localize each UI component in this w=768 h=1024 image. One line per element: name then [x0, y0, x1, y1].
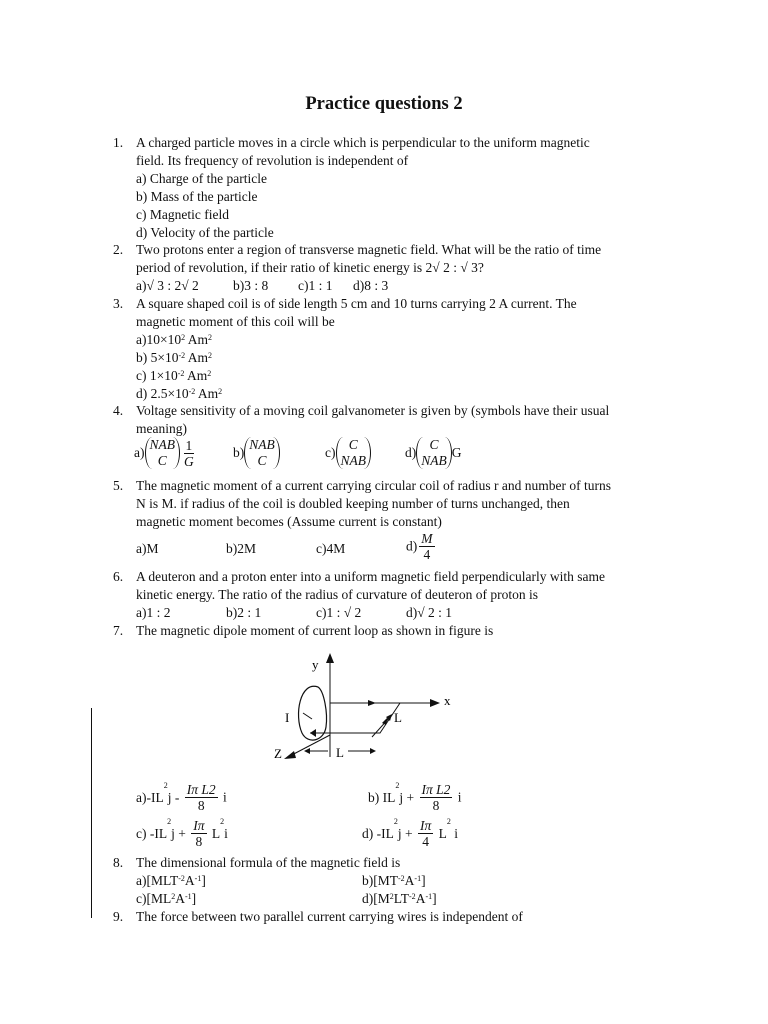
square-current-arrow-icon: [310, 729, 316, 737]
question-text: A deuteron and a proton enter into a uniform magnetic field perpendicularly with same: [136, 569, 605, 584]
option: a)√ 3 : 2√ 2: [136, 278, 199, 293]
question-number: 1.: [113, 135, 124, 150]
option: $c)[ML^2A^{-1}]$: [136, 891, 197, 906]
dimension-arrow-icon: [304, 748, 310, 754]
side-length-label: L: [394, 710, 402, 725]
question-number: 5.: [113, 478, 124, 493]
square-current-arrow-icon: [368, 700, 376, 706]
page-title: Practice questions 2: [305, 94, 463, 114]
square-loop: [310, 703, 400, 733]
current-loop-figure: [270, 645, 470, 770]
option: a)M: [136, 541, 159, 556]
option: d) $2.5\times 10^{-2}$ Am$^2$: [136, 386, 223, 401]
question-text: magnetic moment becomes (Assume current is constant): [136, 514, 442, 529]
option: $a)10\times 10^2$ Am$^2$: [136, 332, 212, 347]
question-text: Voltage sensitivity of a moving coil galvanometer is given by (symbols have their usual: [136, 403, 610, 418]
option: b) $5\times 10^{-2}$ Am$^2$: [136, 350, 213, 365]
question-number: 9.: [113, 909, 124, 924]
y-axis-label: y: [312, 657, 319, 672]
square-current-arrow-icon: [382, 717, 388, 725]
option: a) Charge of the particle: [136, 171, 267, 186]
question-text: N is M. if radius of the coil is doubled keeping number of turns unchanged, then: [136, 496, 570, 511]
question-text: The force between two parallel current carrying wires is independent of: [136, 909, 523, 924]
option: $a)-IL^2j$ - $\frac{\text{Iπ L2}}{8}$ i: [136, 780, 227, 813]
option: b)2M: [226, 541, 256, 556]
dimension-arrow-icon: [370, 748, 376, 754]
dimension-line: [372, 717, 390, 737]
question-text: A square shaped coil is of side length 5 cm and 10 turns carrying 2 A current. The: [136, 296, 577, 311]
question-number: 8.: [113, 855, 124, 870]
option: b) $IL^2j$ + $\frac{\text{Iπ L2}}{8}$ i: [368, 780, 462, 813]
option: b) Mass of the particle: [136, 189, 258, 204]
y-arrow-icon: [326, 653, 334, 663]
question-text: kinetic energy. The ratio of the radius of curvature of deuteron of proton is: [136, 587, 538, 602]
option: b)3 : 8: [233, 278, 269, 293]
option: c)1 : 1: [298, 278, 333, 293]
z-axis-label: Z: [274, 746, 282, 761]
x-axis-label: x: [444, 693, 451, 708]
question-text: period of revolution, if their ratio of kinetic energy is 2√ 2 : √ 3?: [136, 260, 484, 275]
question-text: A charged particle moves in a circle which is perpendicular to the uniform magnetic: [136, 135, 590, 150]
option: a)1 : 2: [136, 605, 171, 620]
question-number: 3.: [113, 296, 124, 311]
option: c)1 : √ 2: [316, 605, 362, 620]
option: c) C NAB: [325, 437, 371, 469]
option: $d)[M^2LT^{-2}A^{-1}]$: [362, 891, 437, 906]
question-text: field. Its frequency of revolution is independent of: [136, 153, 409, 168]
option: $b)[MT^{-2}A^{-1}]$: [362, 873, 426, 888]
current-label: I: [285, 710, 290, 725]
question-number: 7.: [113, 623, 124, 638]
question-number: 6.: [113, 569, 124, 584]
current-arrow-tick: [303, 713, 312, 719]
option: c) $-IL^2j$ + $\frac{I\pi}{8}$ $L^2i$: [136, 816, 228, 849]
option: d) $-IL^2j$ + $\frac{I\pi}{4}$ $L^2$ i: [362, 816, 459, 849]
option: c) Magnetic field: [136, 207, 229, 222]
option: a) NAB C $\frac{1}{G}$: [134, 437, 194, 469]
option: c) $1\times 10^{-2}$ Am$^2$: [136, 368, 212, 383]
question-text: The magnetic moment of a current carrying circular coil of radius r and number of turns: [136, 478, 611, 493]
option: b)2 : 1: [226, 605, 262, 620]
option: d) Velocity of the particle: [136, 225, 274, 240]
option: c)4M: [316, 541, 346, 556]
side-length-label: L: [336, 745, 344, 760]
option: b) NAB C: [233, 437, 280, 469]
option: d) $\frac{M}{4}$: [406, 531, 433, 562]
margin-line: [91, 708, 92, 918]
option: $a)[MLT^{-2}A^{-1}]$: [136, 873, 206, 888]
z-arrow-icon: [284, 751, 296, 759]
x-arrow-icon: [430, 699, 440, 707]
option: d) C NAB G: [405, 437, 462, 468]
option: d)8 : 3: [353, 278, 389, 293]
question-text: meaning): [136, 421, 187, 436]
question-text: Two protons enter a region of transverse magnetic field. What will be the ratio of time: [136, 242, 602, 257]
question-text: The magnetic dipole moment of current loop as shown in figure is: [136, 623, 494, 638]
question-number: 2.: [113, 242, 124, 257]
question-text: The dimensional formula of the magnetic field is: [136, 855, 401, 870]
question-text: magnetic moment of this coil will be: [136, 314, 335, 329]
question-number: 4.: [113, 403, 124, 418]
option: d)√ 2 : 1: [406, 605, 453, 620]
